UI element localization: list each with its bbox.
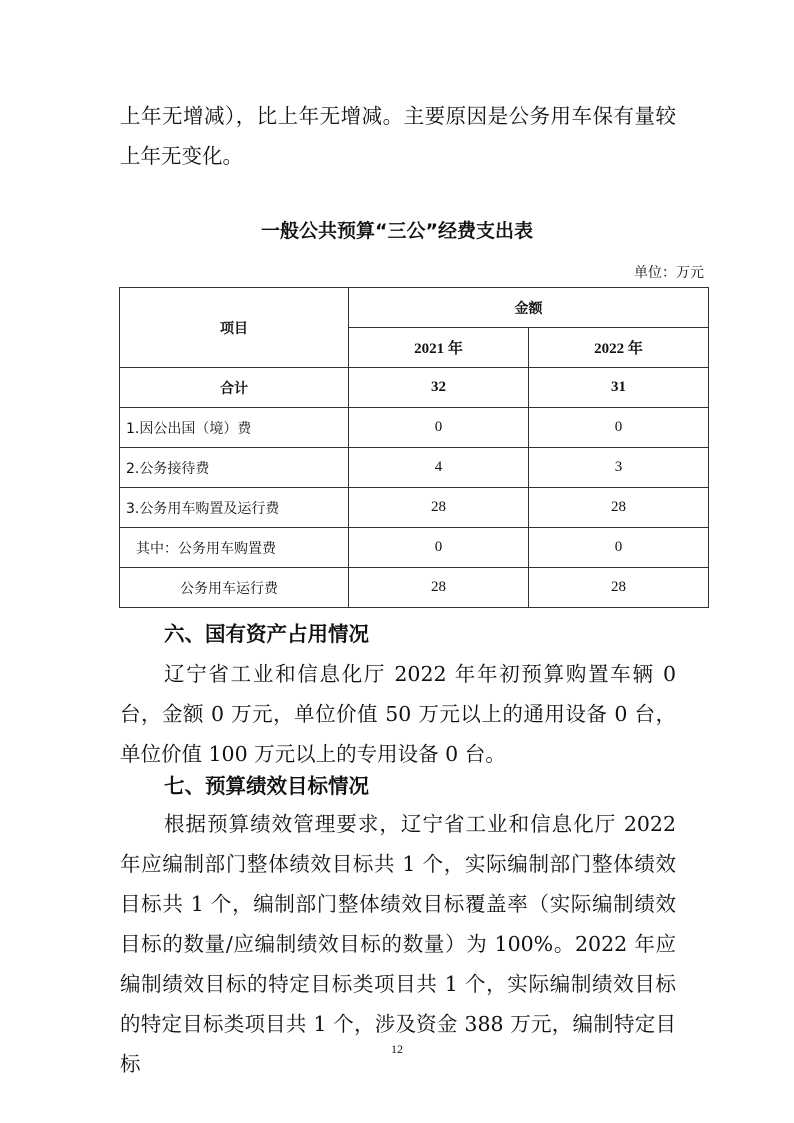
header-item: 项目 <box>120 288 349 368</box>
row-value-2021: 28 <box>349 568 529 608</box>
row-label: 其中：公务用车购置费 <box>120 528 349 568</box>
section7-body: 根据预算绩效管理要求，辽宁省工业和信息化厅 2022 年应编制部门整体绩效目标共 1 个，实际编制部门整体绩效目标共 1 个，编制部门整体绩效目标覆盖率（实际编制绩效目标的数量/应编制绩效目标的数量）为 100%。2022 年应编制绩效目标的特定目标类项目共 1 个，实际编制绩效目标的特定目标类项目共 1 个，涉及资金 388 万元，编制特定目标 <box>120 812 676 1076</box>
table-title: 一般公共预算“三公”经费支出表 <box>261 220 533 242</box>
row-value-2022: 3 <box>529 448 709 488</box>
row-value-2021: 0 <box>349 528 529 568</box>
table-row <box>120 408 709 448</box>
row-label: 2.公务接待费 <box>120 448 349 488</box>
row-label: 合计 <box>120 368 349 408</box>
section6-heading: 六、国有资产占用情况 <box>164 622 369 646</box>
table-row <box>120 368 709 408</box>
unit-label: 单位：万元 <box>634 265 704 281</box>
row-value-2021: 32 <box>349 368 529 408</box>
row-label: 3.公务用车购置及运行费 <box>120 488 349 528</box>
table-row <box>120 568 709 608</box>
row-value-2022: 0 <box>529 528 709 568</box>
section6-body: 辽宁省工业和信息化厅 2022 年年初预算购置车辆 0 台，金额 0 万元，单位价值 50 万元以上的通用设备 0 台，单位价值 100 万元以上的专用设备 0 台。 <box>120 662 676 766</box>
table-row <box>120 448 709 488</box>
page-number: 12 <box>391 1042 403 1056</box>
row-value-2021: 0 <box>349 408 529 448</box>
row-value-2022: 28 <box>529 488 709 528</box>
table-row <box>120 488 709 528</box>
row-value-2021: 28 <box>349 488 529 528</box>
row-label: 公务用车运行费 <box>120 568 349 608</box>
row-value-2022: 28 <box>529 568 709 608</box>
section7-heading: 七、预算绩效目标情况 <box>164 774 369 798</box>
header-amount: 金额 <box>349 288 709 328</box>
table-row <box>120 528 709 568</box>
header-year-2021: 2021 年 <box>349 328 529 368</box>
row-value-2022: 0 <box>529 408 709 448</box>
expense-table <box>119 287 709 608</box>
row-value-2021: 4 <box>349 448 529 488</box>
row-label: 1.因公出国（境）费 <box>120 408 349 448</box>
header-year-2022: 2022 年 <box>529 328 709 368</box>
intro-paragraph: 上年无增减），比上年无增减。主要原因是公务用车保有量较上年无变化。 <box>120 104 676 168</box>
row-value-2022: 31 <box>529 368 709 408</box>
